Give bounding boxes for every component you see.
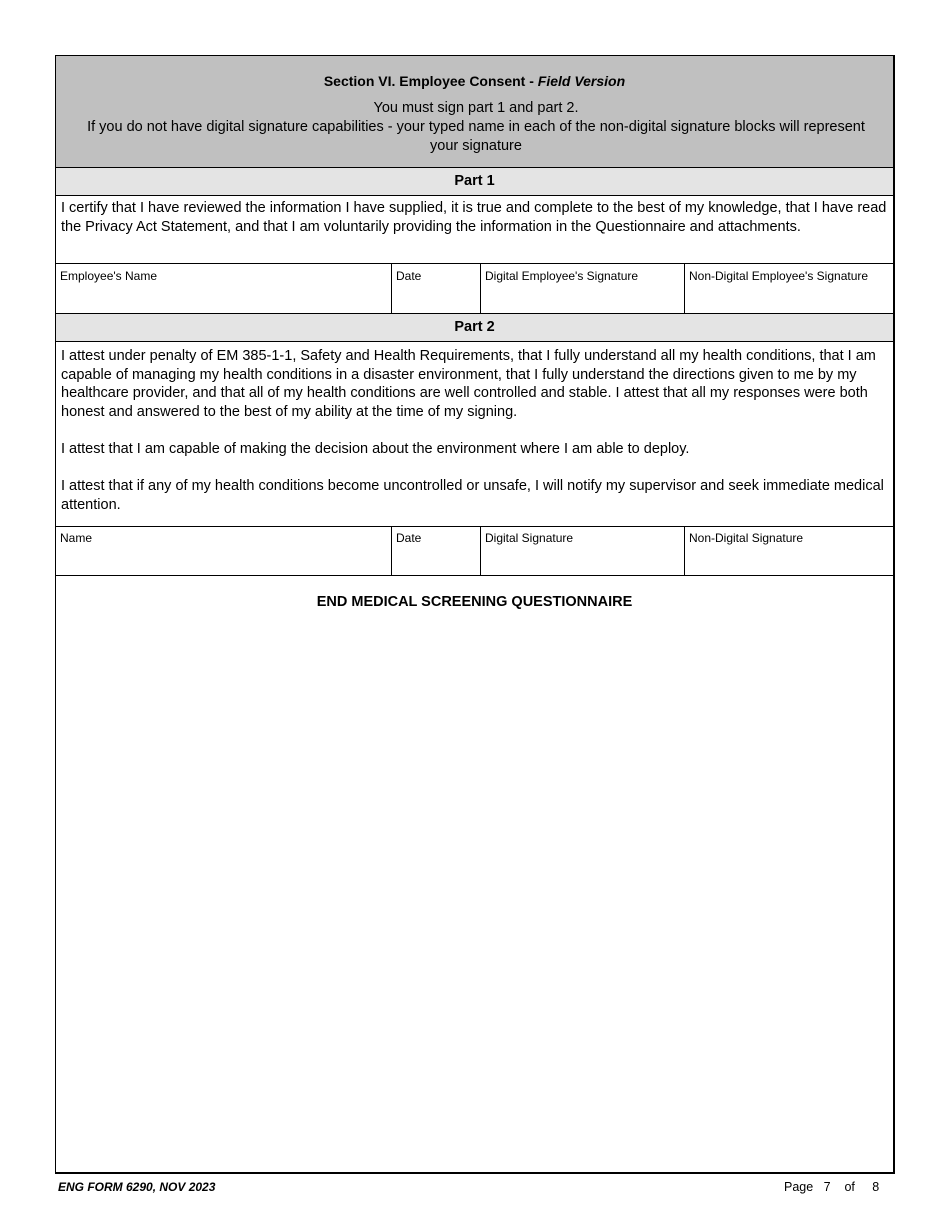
non-digital-signature-field[interactable]: Non-Digital Signature [689,531,804,545]
page-label: Page [784,1180,814,1194]
part-1-signature-row [56,264,893,314]
digital-employee-signature-field[interactable]: Digital Employee's Signature [481,264,685,313]
part-2-signature-row [56,526,893,576]
part-2-paragraph: I attest under penalty of EM 385-1-1, Safety and Health Requirements, that I fully understand all my health conditions, that I am capable of managing my health conditions in a disaster environment, that I fully understand the directions given to me by my healthcare provider, and that all of my health conditions are well controlled and stable. I attest that all my responses were both honest and answered to the best of my ability at the time of my signing. [61,348,876,420]
section-instructions [86,99,866,156]
section-title-version: Field Version [537,73,626,89]
part-2-paragraph: I attest that if any of my health conditions become uncontrolled or unsafe, I will notify my supervisor and seek immediate medical attention. [61,478,884,513]
name-field[interactable]: Name [56,526,392,575]
non-digital-employee-signature-field[interactable]: Non-Digital Employee's Signature [689,269,869,283]
part-1-date-field[interactable]: Date [392,264,481,313]
section-title: Section VI. Employee Consent - Field Version [323,73,626,89]
consent-form [55,55,895,1174]
page-current: 7 [823,1180,831,1194]
part-2-paragraph: I attest that I am capable of making the decision about the environment where I am able to deploy. [61,440,690,457]
section-header [56,56,893,168]
part-2-date-field[interactable]: Date [392,526,481,575]
page-number [784,1180,879,1194]
part-1-statement-text: I certify that I have reviewed the information I have supplied, it is true and complete to the best of my knowledge, that I have read the Privacy Act Statement, and that I am voluntarily providing the information in the Questionnaire and attachments. [61,200,887,235]
form-identifier: ENG FORM 6290, NOV 2023 [58,1180,216,1194]
part-1-header: Part 1 [56,168,893,196]
end-questionnaire-title: END MEDICAL SCREENING QUESTIONNAIRE [316,594,633,610]
part-2-header: Part 2 [56,314,893,342]
instruction-line-1: You must sign part 1 and part 2. [373,100,579,116]
employee-name-field[interactable]: Employee's Name [56,264,392,313]
digital-signature-field[interactable]: Digital Signature [481,526,685,575]
part-2-statement [56,342,893,527]
part-1-statement [56,196,893,264]
instruction-line-2: If you do not have digital signature capabilities - your typed name in each of the non-digital signature blocks will represent your signature [87,119,865,154]
page-of: of [844,1180,855,1194]
page-total: 8 [872,1180,880,1194]
